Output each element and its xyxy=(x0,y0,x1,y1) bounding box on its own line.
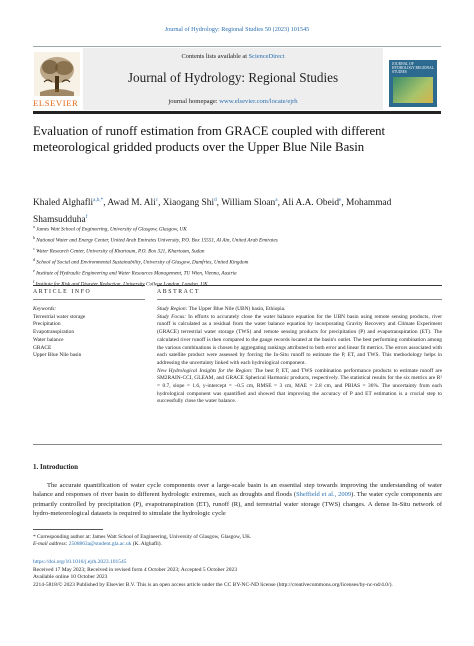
affiliation-item: $^f$ College xyxy=(33,278,163,288)
journal-title: Journal of Hydrology: Regional Studies xyxy=(127,70,339,85)
affiliation-list xyxy=(33,223,443,289)
cover-title: JOURNAL OF HYDROLOGY REGIONAL STUDIES xyxy=(392,62,434,74)
keywords-block xyxy=(33,306,145,360)
affiliation-item: $^e$ Institute of Hydraulic Engineering and Water Resources Management, TU Wien, Vienna, Austria xyxy=(33,267,237,277)
author-name[interactable]: Awad M. Ali xyxy=(107,198,156,209)
author-sup[interactable]: a,b,* xyxy=(93,197,104,203)
affiliation-item: $^c$ Water Research Center, University of Khartoum, P.O. Box 321, Khartoum, Sudan xyxy=(33,245,205,255)
sciencedirect-link[interactable]: ScienceDirect xyxy=(248,53,285,60)
author-name[interactable]: William Sloan xyxy=(221,198,276,209)
affiliation-item: $^d$ School of Social and Environmental Sustainability, University of Glasgow, Dumfries, United Kingdom xyxy=(33,256,249,266)
abstract-body xyxy=(157,306,442,406)
keyword-item: Terrestrial water storage xyxy=(33,313,86,320)
cover-image xyxy=(393,77,433,103)
received-dates: Received 17 May 2023; Received in revised form 4 October 2023; Accepted 5 October 2023 xyxy=(33,566,238,573)
author-sup[interactable]: f xyxy=(85,213,88,220)
doi-link[interactable]: https://doi.org/10.1016/j.ejrh.2023.101545 xyxy=(33,559,127,565)
keyword-item: Water balance xyxy=(33,336,64,343)
abstract-heading: ABSTRACT xyxy=(157,289,201,295)
author-sup[interactable]: d xyxy=(214,197,217,203)
abstract-insights: New Hydrological Insights for the Region: The best P, ET, and TWS combination performance products to estimate runoff are SM2RAIN-CCI, GLEAM, and GRACE Spherical Harmonic products, respectively. The statistical results for the six metrics are R² = 0.7, slope = 1.6, y-intercept = −0.5 cm, RMSE = 3 cm, MAE = 2.8 cm, and PBIAS = 36%. The uncertainty from each hydrological component was quantified and showed that improving the accuracy of P and ET estimation is a crucial step to successfully close the water balance. xyxy=(157,367,442,405)
homepage-line: journal homepage: www.elsevier.com/locate/ejrh xyxy=(168,98,298,105)
keyword-item: Precipitation xyxy=(33,321,61,328)
article-metadata xyxy=(33,559,442,589)
citation-link[interactable]: Sheffield et al., 2009 xyxy=(296,491,352,499)
corresponding-author-note: * Corresponding author at: James Watt School of Engineering, University of Glasgow, Glasgow, UK. xyxy=(33,534,252,540)
keyword-item: Evapotranspiration xyxy=(33,329,75,336)
abstract-study-focus: Study Focus: In efforts to accurately close the water balance equation for the UBN basin using remote sensing products, river runoff is calculated as a residual from the water balance equation by incorporating Gravity Recovery and Climate Experiment (GRACE) terrestrial water storage (TWS) and remote sensing products for precipitation (P) and evapotranspiration (ET). The calculated river runoff is then compared to the gauge records located at the basin's outlet. The best performing combination among the various combinations is chosen by aggregating rankings attributed to both error and linear fit metrics. The errors associated with each satellite product were assessed by forcing the In-Situ runoff to estimate the P, ET, and TWS. This methodology helps in addressing the uncertainty linked with each hydrological component. xyxy=(157,313,443,366)
divider xyxy=(33,299,145,300)
cover-top-band xyxy=(389,51,437,60)
affiliation-item: $^b$ National Water and Energy Center, United Arab Emirates University, P.O. Box 15551, Al Ain, United Arab Emirates xyxy=(33,234,278,244)
author-list: Khaled Alghafli$^{a,b,*}$, Awad M. Ali$^c$, Xiaogang Shi$^d$, William Sloan$^a$, Ali A.A. Obeid$^e$, Mohammad Shamsudduha$^f$ xyxy=(33,197,392,225)
divider xyxy=(33,444,442,445)
keywords-label: Keywords: xyxy=(33,306,57,312)
homepage-link[interactable]: www.elsevier.com/locate/ejrh xyxy=(219,98,298,105)
abstract-study-region: Study Region: The Upper Blue Nile (UBN) basin, Ethiopia. xyxy=(157,306,286,312)
keyword-item: Upper Blue Nile basin xyxy=(33,352,82,359)
article-info-heading: ARTICLE INFO xyxy=(33,289,92,295)
license-statement: 2214-5818/© 2023 Published by Elsevier B.V. This is an open access article under the CC BY-NC-ND license (http://creativecommons.org/licenses/by-nc-nd/4.0/). xyxy=(33,581,393,588)
keyword-item: GRACE xyxy=(33,344,52,351)
footnote xyxy=(33,534,442,549)
contents-line: Contents lists available at ScienceDirect xyxy=(181,53,285,60)
affiliation-item: $^a$ James Watt School of Engineering, University of Glasgow, Glasgow, UK xyxy=(33,224,187,233)
author-sup[interactable]: e xyxy=(339,197,342,203)
footnote-divider xyxy=(33,529,103,530)
divider xyxy=(157,285,442,286)
author-sup[interactable]: c xyxy=(155,197,159,203)
paper-title: Evaluation of runoff estimation from GRACE coupled with different meteorological gridded products over the Upper Blue Nile Basin xyxy=(33,124,386,154)
email-line: E-mail address: 2508863a@student.gla.ac.uk (K. Alghafli). xyxy=(33,541,162,548)
author-name[interactable]: Khaled Alghafli xyxy=(33,198,94,209)
journal-reference[interactable]: Journal of Hydrology: Regional Studies 50 (2023) 101545 xyxy=(164,26,310,33)
divider xyxy=(33,285,145,286)
elsevier-wordmark: ELSEVIER xyxy=(33,98,79,108)
introduction-paragraph: The accurate quantification of water cycle components over a large-scale basin is an essential step towards improving the understanding of water balance and responses of river basin to different hydrologic extremes, such as droughts and floods (Sheffield et al., 2009). The water cycle components are primarily controlled by precipitation (P), evapotranspiration (ET), runoff (R), and terrestrial water storage (TWS) changes. A dense In-Situ network of hydro-meteorological datasets is required to simulate the hydrologic cycle xyxy=(33,482,442,518)
available-online: Available online 10 October 2023 xyxy=(33,574,108,581)
email-link[interactable]: 2508863a@student.gla.ac.uk xyxy=(68,541,132,548)
divider xyxy=(157,299,442,300)
author-name[interactable]: Xiaogang Shi xyxy=(162,198,215,209)
journal-cover-thumbnail[interactable] xyxy=(389,51,437,107)
author-name[interactable]: Ali A.A. Obeid xyxy=(281,198,340,209)
section-heading-introduction: 1. Introduction xyxy=(33,463,78,471)
author-name[interactable]: Mohammad Shamsudduha xyxy=(33,198,392,225)
author-sup[interactable]: a xyxy=(275,197,278,203)
